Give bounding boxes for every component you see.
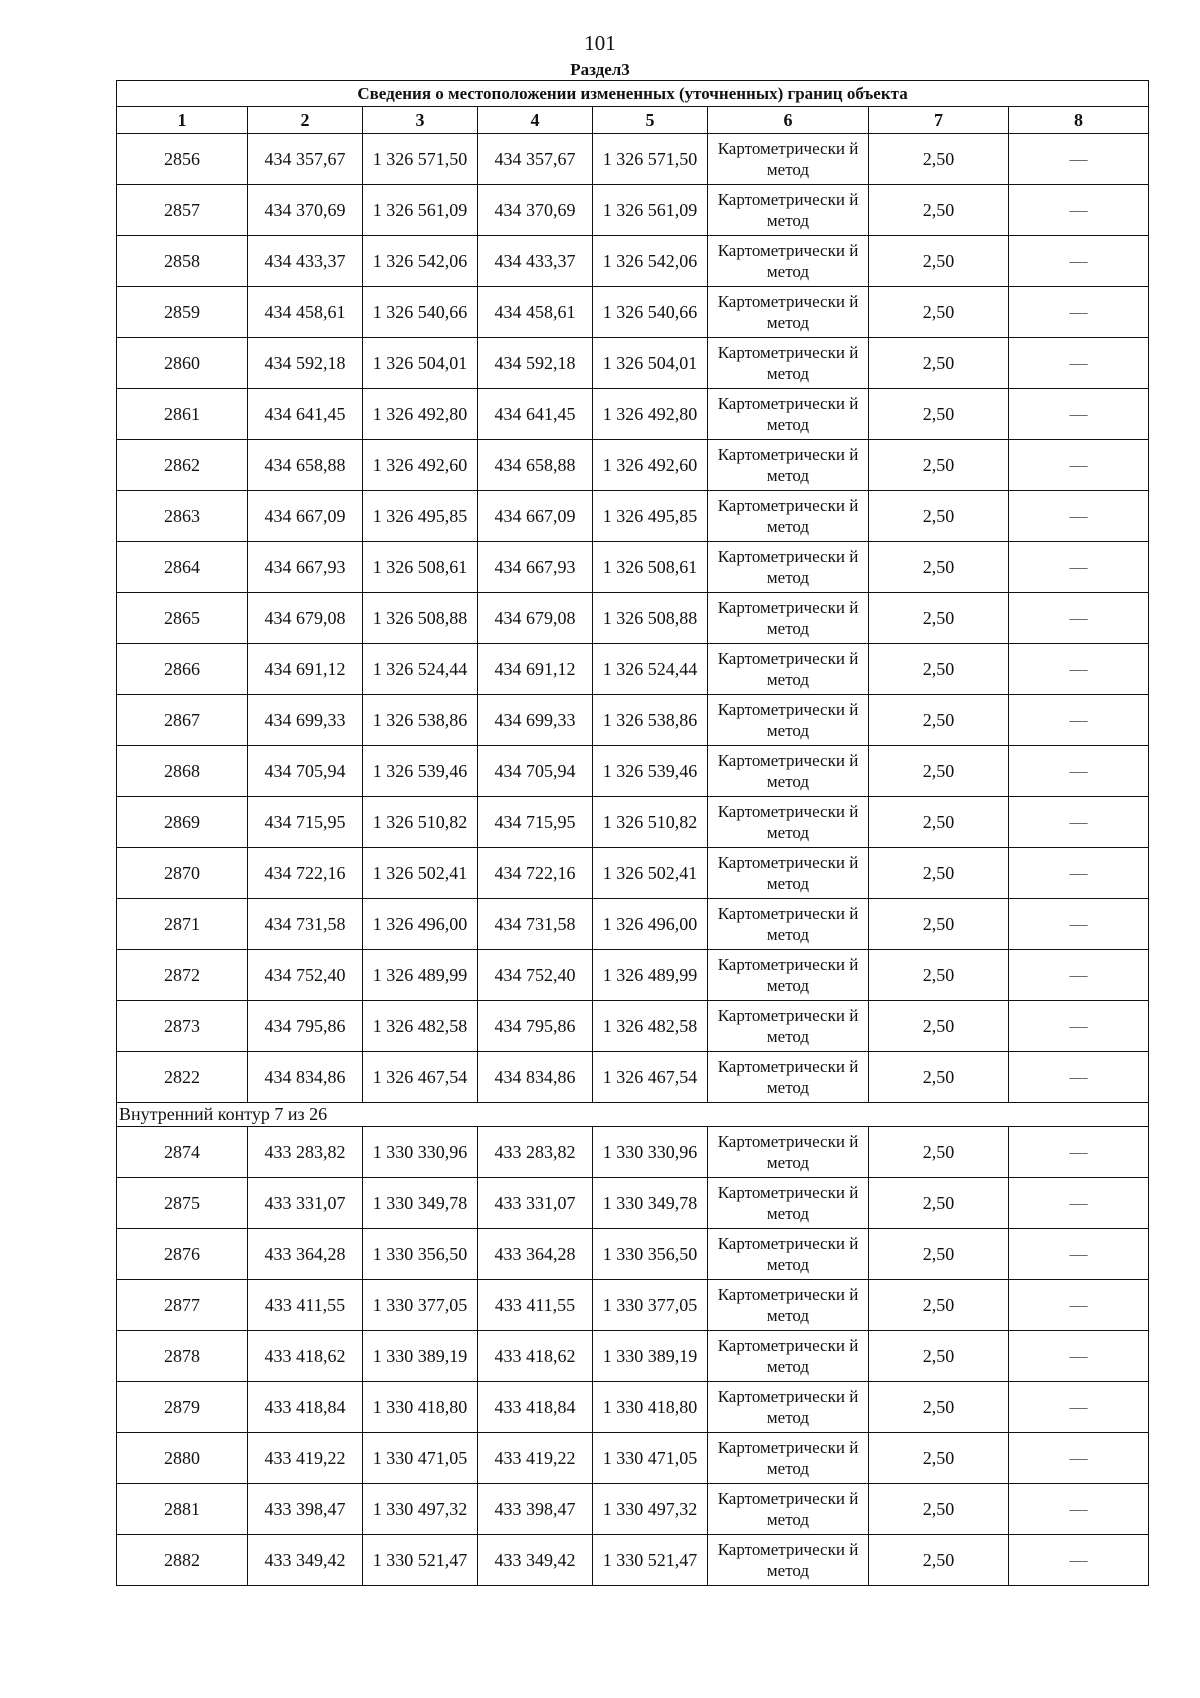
- cell-y-coordinate: 1 330 418,80: [363, 1382, 478, 1433]
- cell-y-coordinate: 1 326 508,88: [363, 593, 478, 644]
- cell-y-coordinate-new: 1 326 542,06: [593, 236, 708, 287]
- cell-y-coordinate: 1 330 521,47: [363, 1535, 478, 1586]
- cell-accuracy: 2,50: [869, 848, 1009, 899]
- cell-accuracy: 2,50: [869, 1484, 1009, 1535]
- cell-description: —: [1009, 1052, 1149, 1103]
- cell-x-coordinate-new: 434 458,61: [478, 287, 593, 338]
- cell-description: —: [1009, 542, 1149, 593]
- cell-description: —: [1009, 236, 1149, 287]
- cell-y-coordinate: 1 330 497,32: [363, 1484, 478, 1535]
- table-caption: Сведения о местоположении измененных (уточненных) границ объекта: [117, 81, 1149, 107]
- cell-description: —: [1009, 134, 1149, 185]
- cell-method: Картометрически й метод: [708, 1178, 869, 1229]
- cell-accuracy: 2,50: [869, 440, 1009, 491]
- cell-y-coordinate-new: 1 330 418,80: [593, 1382, 708, 1433]
- cell-y-coordinate: 1 330 377,05: [363, 1280, 478, 1331]
- cell-point-number: 2861: [117, 389, 248, 440]
- table-row: [117, 848, 1149, 899]
- table-row: [117, 950, 1149, 1001]
- cell-description: —: [1009, 899, 1149, 950]
- table-row: [117, 1382, 1149, 1433]
- table-row: [117, 134, 1149, 185]
- cell-method: Картометрически й метод: [708, 542, 869, 593]
- cell-point-number: 2856: [117, 134, 248, 185]
- cell-y-coordinate-new: 1 326 496,00: [593, 899, 708, 950]
- cell-y-coordinate: 1 330 389,19: [363, 1331, 478, 1382]
- cell-description: —: [1009, 1127, 1149, 1178]
- table-row: [117, 1331, 1149, 1382]
- cell-x-coordinate-new: 433 364,28: [478, 1229, 593, 1280]
- cell-x-coordinate: 434 458,61: [248, 287, 363, 338]
- cell-point-number: 2862: [117, 440, 248, 491]
- cell-x-coordinate-new: 433 398,47: [478, 1484, 593, 1535]
- cell-method: Картометрически й метод: [708, 1535, 869, 1586]
- cell-x-coordinate-new: 433 331,07: [478, 1178, 593, 1229]
- cell-y-coordinate: 1 330 356,50: [363, 1229, 478, 1280]
- cell-y-coordinate-new: 1 326 561,09: [593, 185, 708, 236]
- cell-method: Картометрически й метод: [708, 593, 869, 644]
- table-row: [117, 1052, 1149, 1103]
- table-row: [117, 1433, 1149, 1484]
- table-row: [117, 644, 1149, 695]
- cell-description: —: [1009, 1433, 1149, 1484]
- cell-description: —: [1009, 695, 1149, 746]
- cell-y-coordinate-new: 1 326 508,61: [593, 542, 708, 593]
- cell-accuracy: 2,50: [869, 593, 1009, 644]
- cell-y-coordinate-new: 1 330 389,19: [593, 1331, 708, 1382]
- cell-x-coordinate-new: 434 691,12: [478, 644, 593, 695]
- cell-accuracy: 2,50: [869, 950, 1009, 1001]
- cell-accuracy: 2,50: [869, 746, 1009, 797]
- cell-accuracy: 2,50: [869, 899, 1009, 950]
- table-row: [117, 236, 1149, 287]
- cell-method: Картометрически й метод: [708, 1433, 869, 1484]
- cell-y-coordinate: 1 330 330,96: [363, 1127, 478, 1178]
- cell-method: Картометрически й метод: [708, 746, 869, 797]
- cell-method: Картометрически й метод: [708, 950, 869, 1001]
- cell-x-coordinate-new: 433 418,62: [478, 1331, 593, 1382]
- cell-x-coordinate-new: 434 795,86: [478, 1001, 593, 1052]
- cell-point-number: 2882: [117, 1535, 248, 1586]
- cell-point-number: 2872: [117, 950, 248, 1001]
- cell-x-coordinate-new: 434 731,58: [478, 899, 593, 950]
- cell-y-coordinate: 1 326 492,60: [363, 440, 478, 491]
- column-header: 7: [869, 107, 1009, 134]
- cell-y-coordinate-new: 1 330 471,05: [593, 1433, 708, 1484]
- cell-x-coordinate: 434 433,37: [248, 236, 363, 287]
- cell-description: —: [1009, 1280, 1149, 1331]
- cell-y-coordinate-new: 1 326 510,82: [593, 797, 708, 848]
- cell-point-number: 2866: [117, 644, 248, 695]
- table-row: [117, 1178, 1149, 1229]
- cell-x-coordinate-new: 434 667,09: [478, 491, 593, 542]
- cell-method: Картометрически й метод: [708, 1001, 869, 1052]
- cell-method: Картометрически й метод: [708, 848, 869, 899]
- cell-x-coordinate: 434 641,45: [248, 389, 363, 440]
- cell-x-coordinate: 434 752,40: [248, 950, 363, 1001]
- cell-y-coordinate: 1 326 571,50: [363, 134, 478, 185]
- cell-description: —: [1009, 644, 1149, 695]
- table-row: [117, 593, 1149, 644]
- cell-y-coordinate: 1 326 561,09: [363, 185, 478, 236]
- cell-point-number: 2858: [117, 236, 248, 287]
- cell-y-coordinate: 1 326 504,01: [363, 338, 478, 389]
- cell-point-number: 2874: [117, 1127, 248, 1178]
- cell-x-coordinate: 434 370,69: [248, 185, 363, 236]
- cell-x-coordinate: 434 699,33: [248, 695, 363, 746]
- table-row: [117, 746, 1149, 797]
- cell-x-coordinate: 434 667,09: [248, 491, 363, 542]
- cell-point-number: 2875: [117, 1178, 248, 1229]
- column-header: 6: [708, 107, 869, 134]
- cell-y-coordinate: 1 326 502,41: [363, 848, 478, 899]
- cell-x-coordinate-new: 434 834,86: [478, 1052, 593, 1103]
- table-row: [117, 491, 1149, 542]
- column-header: 8: [1009, 107, 1149, 134]
- cell-description: —: [1009, 593, 1149, 644]
- cell-y-coordinate: 1 326 482,58: [363, 1001, 478, 1052]
- cell-description: —: [1009, 1535, 1149, 1586]
- cell-accuracy: 2,50: [869, 236, 1009, 287]
- cell-method: Картометрически й метод: [708, 287, 869, 338]
- cell-method: Картометрически й метод: [708, 1382, 869, 1433]
- cell-y-coordinate: 1 326 495,85: [363, 491, 478, 542]
- cell-y-coordinate-new: 1 330 356,50: [593, 1229, 708, 1280]
- cell-y-coordinate-new: 1 326 538,86: [593, 695, 708, 746]
- cell-x-coordinate-new: 434 715,95: [478, 797, 593, 848]
- column-header: 5: [593, 107, 708, 134]
- cell-x-coordinate-new: 434 433,37: [478, 236, 593, 287]
- cell-x-coordinate: 434 705,94: [248, 746, 363, 797]
- cell-method: Картометрически й метод: [708, 491, 869, 542]
- cell-description: —: [1009, 848, 1149, 899]
- cell-y-coordinate-new: 1 330 497,32: [593, 1484, 708, 1535]
- cell-description: —: [1009, 491, 1149, 542]
- cell-x-coordinate-new: 434 658,88: [478, 440, 593, 491]
- cell-point-number: 2878: [117, 1331, 248, 1382]
- cell-y-coordinate: 1 326 467,54: [363, 1052, 478, 1103]
- section-title: Раздел3: [570, 60, 630, 79]
- cell-x-coordinate-new: 434 357,67: [478, 134, 593, 185]
- cell-x-coordinate: 433 411,55: [248, 1280, 363, 1331]
- column-header: 3: [363, 107, 478, 134]
- cell-y-coordinate: 1 330 471,05: [363, 1433, 478, 1484]
- cell-y-coordinate: 1 326 510,82: [363, 797, 478, 848]
- cell-y-coordinate-new: 1 330 330,96: [593, 1127, 708, 1178]
- cell-accuracy: 2,50: [869, 1052, 1009, 1103]
- cell-y-coordinate: 1 326 496,00: [363, 899, 478, 950]
- cell-description: —: [1009, 440, 1149, 491]
- cell-y-coordinate-new: 1 326 540,66: [593, 287, 708, 338]
- cell-description: —: [1009, 746, 1149, 797]
- cell-x-coordinate: 433 283,82: [248, 1127, 363, 1178]
- cell-x-coordinate: 434 592,18: [248, 338, 363, 389]
- cell-x-coordinate: 433 418,84: [248, 1382, 363, 1433]
- cell-y-coordinate-new: 1 326 539,46: [593, 746, 708, 797]
- cell-y-coordinate: 1 326 524,44: [363, 644, 478, 695]
- column-header: 2: [248, 107, 363, 134]
- cell-accuracy: 2,50: [869, 1280, 1009, 1331]
- cell-method: Картометрически й метод: [708, 389, 869, 440]
- cell-accuracy: 2,50: [869, 1001, 1009, 1052]
- cell-x-coordinate-new: 434 667,93: [478, 542, 593, 593]
- cell-y-coordinate-new: 1 326 524,44: [593, 644, 708, 695]
- cell-y-coordinate-new: 1 326 489,99: [593, 950, 708, 1001]
- cell-point-number: 2859: [117, 287, 248, 338]
- cell-y-coordinate-new: 1 330 521,47: [593, 1535, 708, 1586]
- cell-x-coordinate: 434 834,86: [248, 1052, 363, 1103]
- cell-x-coordinate: 433 418,62: [248, 1331, 363, 1382]
- table-row: [117, 1484, 1149, 1535]
- cell-description: —: [1009, 950, 1149, 1001]
- cell-method: Картометрически й метод: [708, 338, 869, 389]
- cell-x-coordinate-new: 433 418,84: [478, 1382, 593, 1433]
- cell-accuracy: 2,50: [869, 1331, 1009, 1382]
- cell-point-number: 2864: [117, 542, 248, 593]
- cell-accuracy: 2,50: [869, 1127, 1009, 1178]
- cell-accuracy: 2,50: [869, 1433, 1009, 1484]
- cell-point-number: 2879: [117, 1382, 248, 1433]
- table-row: [117, 185, 1149, 236]
- cell-point-number: 2870: [117, 848, 248, 899]
- cell-accuracy: 2,50: [869, 134, 1009, 185]
- cell-x-coordinate: 434 731,58: [248, 899, 363, 950]
- cell-accuracy: 2,50: [869, 1382, 1009, 1433]
- cell-x-coordinate-new: 434 592,18: [478, 338, 593, 389]
- cell-x-coordinate: 434 667,93: [248, 542, 363, 593]
- cell-accuracy: 2,50: [869, 695, 1009, 746]
- cell-x-coordinate: 433 331,07: [248, 1178, 363, 1229]
- table-row: [117, 797, 1149, 848]
- table-body: [117, 134, 1149, 1586]
- cell-description: —: [1009, 1382, 1149, 1433]
- cell-x-coordinate-new: 433 283,82: [478, 1127, 593, 1178]
- cell-x-coordinate: 434 795,86: [248, 1001, 363, 1052]
- cell-y-coordinate-new: 1 326 495,85: [593, 491, 708, 542]
- cell-point-number: 2880: [117, 1433, 248, 1484]
- cell-method: Картометрически й метод: [708, 1229, 869, 1280]
- cell-x-coordinate-new: 434 641,45: [478, 389, 593, 440]
- cell-method: Картометрически й метод: [708, 1280, 869, 1331]
- cell-x-coordinate-new: 433 349,42: [478, 1535, 593, 1586]
- cell-y-coordinate-new: 1 330 349,78: [593, 1178, 708, 1229]
- cell-x-coordinate-new: 433 411,55: [478, 1280, 593, 1331]
- cell-x-coordinate-new: 434 752,40: [478, 950, 593, 1001]
- cell-x-coordinate: 433 349,42: [248, 1535, 363, 1586]
- cell-x-coordinate-new: 433 419,22: [478, 1433, 593, 1484]
- cell-x-coordinate-new: 434 705,94: [478, 746, 593, 797]
- table-row: [117, 1535, 1149, 1586]
- cell-description: —: [1009, 1331, 1149, 1382]
- cell-x-coordinate-new: 434 370,69: [478, 185, 593, 236]
- cell-y-coordinate: 1 326 542,06: [363, 236, 478, 287]
- coordinates-table: [116, 80, 1149, 1586]
- table-row: [117, 389, 1149, 440]
- cell-x-coordinate-new: 434 722,16: [478, 848, 593, 899]
- cell-x-coordinate: 434 715,95: [248, 797, 363, 848]
- cell-point-number: 2822: [117, 1052, 248, 1103]
- cell-point-number: 2867: [117, 695, 248, 746]
- table-row: [117, 338, 1149, 389]
- cell-point-number: 2865: [117, 593, 248, 644]
- cell-x-coordinate-new: 434 699,33: [478, 695, 593, 746]
- cell-point-number: 2871: [117, 899, 248, 950]
- cell-point-number: 2857: [117, 185, 248, 236]
- cell-accuracy: 2,50: [869, 644, 1009, 695]
- column-header-row: [117, 107, 1149, 134]
- cell-accuracy: 2,50: [869, 1229, 1009, 1280]
- cell-method: Картометрически й метод: [708, 185, 869, 236]
- cell-method: Картометрически й метод: [708, 644, 869, 695]
- cell-method: Картометрически й метод: [708, 1484, 869, 1535]
- cell-description: —: [1009, 797, 1149, 848]
- cell-y-coordinate: 1 326 540,66: [363, 287, 478, 338]
- cell-description: —: [1009, 1484, 1149, 1535]
- cell-x-coordinate-new: 434 679,08: [478, 593, 593, 644]
- cell-y-coordinate-new: 1 326 571,50: [593, 134, 708, 185]
- cell-x-coordinate: 434 691,12: [248, 644, 363, 695]
- cell-point-number: 2860: [117, 338, 248, 389]
- cell-x-coordinate: 433 419,22: [248, 1433, 363, 1484]
- cell-y-coordinate: 1 326 538,86: [363, 695, 478, 746]
- cell-accuracy: 2,50: [869, 338, 1009, 389]
- cell-y-coordinate-new: 1 326 492,60: [593, 440, 708, 491]
- cell-description: —: [1009, 389, 1149, 440]
- cell-point-number: 2877: [117, 1280, 248, 1331]
- cell-accuracy: 2,50: [869, 185, 1009, 236]
- cell-method: Картометрически й метод: [708, 695, 869, 746]
- table-row: [117, 695, 1149, 746]
- cell-description: —: [1009, 338, 1149, 389]
- cell-method: Картометрически й метод: [708, 1331, 869, 1382]
- cell-method: Картометрически й метод: [708, 1052, 869, 1103]
- table-row: [117, 287, 1149, 338]
- table-row: [117, 899, 1149, 950]
- table-row: [117, 542, 1149, 593]
- cell-accuracy: 2,50: [869, 287, 1009, 338]
- cell-y-coordinate-new: 1 326 492,80: [593, 389, 708, 440]
- cell-method: Картометрически й метод: [708, 236, 869, 287]
- cell-accuracy: 2,50: [869, 797, 1009, 848]
- page-number: 101: [584, 31, 616, 55]
- table-row: [117, 1001, 1149, 1052]
- cell-point-number: 2876: [117, 1229, 248, 1280]
- cell-description: —: [1009, 287, 1149, 338]
- cell-point-number: 2863: [117, 491, 248, 542]
- cell-description: —: [1009, 1178, 1149, 1229]
- cell-y-coordinate: 1 326 489,99: [363, 950, 478, 1001]
- cell-x-coordinate: 434 357,67: [248, 134, 363, 185]
- cell-y-coordinate-new: 1 326 502,41: [593, 848, 708, 899]
- table-row: [117, 1229, 1149, 1280]
- cell-method: Картометрически й метод: [708, 899, 869, 950]
- contour-section-label: Внутренний контур 7 из 26: [117, 1103, 1149, 1127]
- cell-accuracy: 2,50: [869, 491, 1009, 542]
- cell-x-coordinate: 434 722,16: [248, 848, 363, 899]
- cell-y-coordinate: 1 326 492,80: [363, 389, 478, 440]
- table-row: [117, 1127, 1149, 1178]
- cell-x-coordinate: 433 364,28: [248, 1229, 363, 1280]
- column-header: 4: [478, 107, 593, 134]
- table-row: [117, 440, 1149, 491]
- cell-y-coordinate: 1 326 508,61: [363, 542, 478, 593]
- cell-description: —: [1009, 1229, 1149, 1280]
- cell-accuracy: 2,50: [869, 542, 1009, 593]
- cell-y-coordinate-new: 1 326 467,54: [593, 1052, 708, 1103]
- cell-accuracy: 2,50: [869, 389, 1009, 440]
- cell-y-coordinate-new: 1 330 377,05: [593, 1280, 708, 1331]
- cell-description: —: [1009, 1001, 1149, 1052]
- column-header: 1: [117, 107, 248, 134]
- cell-x-coordinate: 433 398,47: [248, 1484, 363, 1535]
- cell-point-number: 2869: [117, 797, 248, 848]
- cell-y-coordinate: 1 326 539,46: [363, 746, 478, 797]
- cell-accuracy: 2,50: [869, 1535, 1009, 1586]
- table-row: [117, 1280, 1149, 1331]
- cell-x-coordinate: 434 658,88: [248, 440, 363, 491]
- cell-y-coordinate: 1 330 349,78: [363, 1178, 478, 1229]
- cell-method: Картометрически й метод: [708, 797, 869, 848]
- cell-method: Картометрически й метод: [708, 1127, 869, 1178]
- cell-point-number: 2868: [117, 746, 248, 797]
- cell-x-coordinate: 434 679,08: [248, 593, 363, 644]
- cell-description: —: [1009, 185, 1149, 236]
- cell-method: Картометрически й метод: [708, 134, 869, 185]
- cell-accuracy: 2,50: [869, 1178, 1009, 1229]
- cell-y-coordinate-new: 1 326 504,01: [593, 338, 708, 389]
- cell-method: Картометрически й метод: [708, 440, 869, 491]
- contour-section-row: [117, 1103, 1149, 1127]
- cell-y-coordinate-new: 1 326 508,88: [593, 593, 708, 644]
- cell-y-coordinate-new: 1 326 482,58: [593, 1001, 708, 1052]
- cell-point-number: 2873: [117, 1001, 248, 1052]
- cell-point-number: 2881: [117, 1484, 248, 1535]
